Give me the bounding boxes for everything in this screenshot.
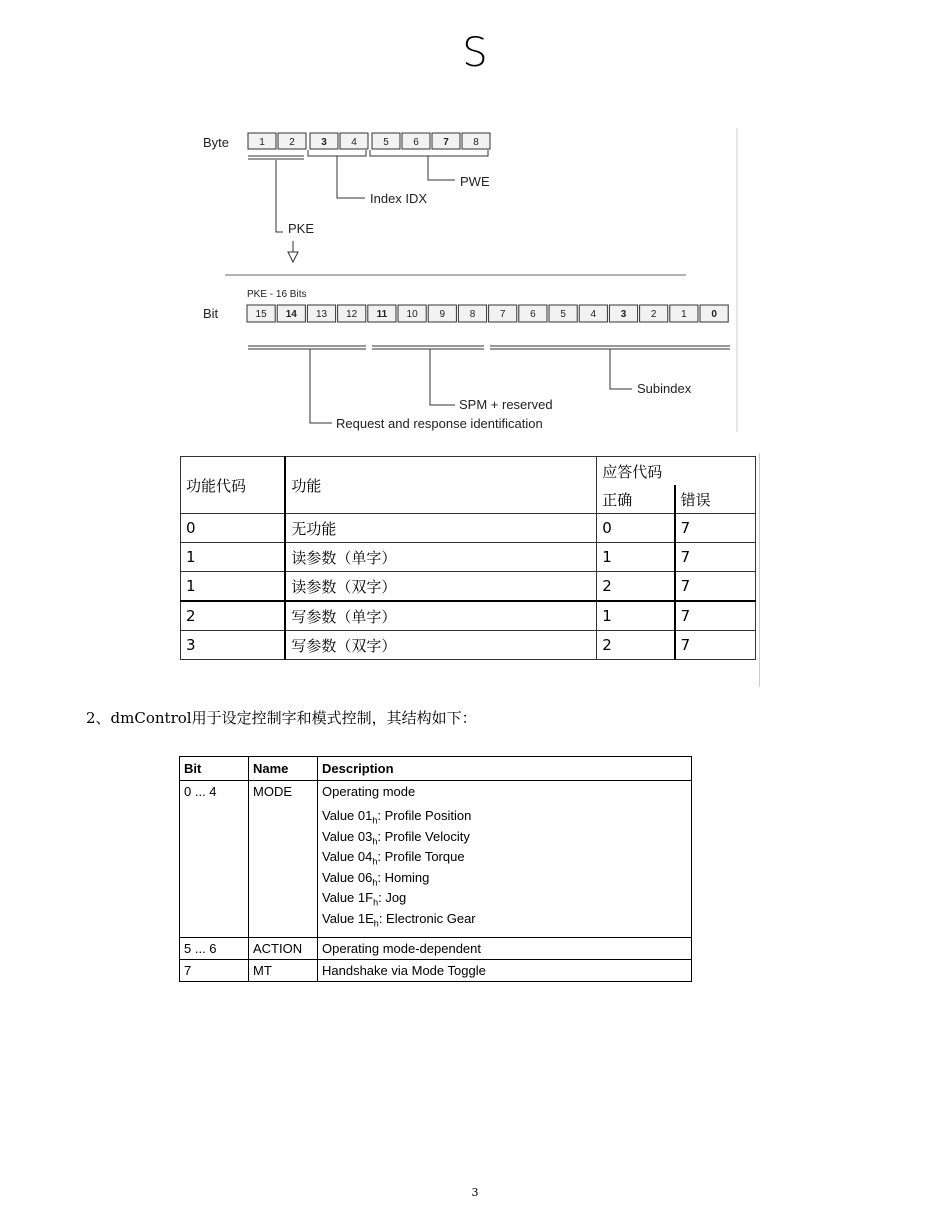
row-function: 写参数（双字）: [285, 631, 596, 660]
row-function: 读参数（单字）: [285, 543, 596, 572]
header-err: 错误: [675, 485, 756, 514]
mode-value-item: Value $04_h$: Profile Torque: [322, 849, 465, 867]
bit-cells: [247, 305, 728, 322]
mode-value-item: Value $01_h$: Profile Position: [322, 808, 472, 826]
byte-cell-label: 1: [259, 137, 265, 148]
row-code: 1: [181, 572, 286, 602]
spm-label: SPM + reserved: [459, 397, 553, 412]
byte-cell-label: 3: [321, 137, 327, 148]
bit-cell-label: 7: [499, 309, 506, 320]
pke-label: PKE: [288, 221, 315, 236]
row-code: 3: [181, 631, 286, 660]
mode-value-list: [322, 808, 687, 934]
row-bit: 0 ... 4: [180, 781, 249, 938]
row-ok: 2: [597, 631, 675, 660]
bit-cell-label: 4: [590, 309, 597, 320]
row-description: Operating mode-dependent: [318, 937, 692, 959]
header-letter: S: [462, 30, 488, 76]
header-ok: 正确: [597, 485, 675, 514]
bit-cell-label: 11: [376, 309, 388, 320]
row-name: ACTION: [249, 937, 318, 959]
row-err: 7: [675, 514, 756, 543]
mode-value-item: Value $06_h$: Homing: [322, 869, 430, 888]
index-idx-label: Index IDX: [370, 191, 428, 206]
header-function-code: 功能代码: [181, 457, 286, 514]
row-ok: 1: [597, 543, 675, 572]
byte-cell-label: 8: [473, 137, 479, 148]
table-row: [180, 937, 692, 959]
row-name: MODE: [249, 781, 318, 938]
bit-cell-label: 14: [285, 309, 297, 320]
byte-cell-label: 4: [351, 137, 357, 148]
bit-cell-label: 5: [560, 309, 566, 320]
pke-structure-diagram: [0, 0, 950, 440]
row-ok: 0: [597, 514, 675, 543]
bit-cell-label: 3: [620, 309, 627, 320]
bits-table-header: [180, 757, 692, 781]
mode-value-item: Value $03_h$: Profile Velocity: [322, 828, 470, 847]
request-response-label: Request and response identification: [336, 416, 543, 431]
bit-cell-label: 10: [406, 309, 418, 320]
bit-cell-label: 6: [530, 309, 536, 320]
table-edge-line: [759, 453, 760, 687]
byte-cell-label: 6: [413, 137, 419, 148]
byte-cell-label: 5: [383, 137, 389, 148]
byte-cell-label: 2: [289, 137, 295, 148]
header-name: Name: [249, 757, 318, 781]
bit-cell-label: 13: [315, 309, 328, 320]
bit-cell-label: 2: [650, 309, 657, 320]
row-err: 7: [675, 601, 756, 631]
table-row: [181, 514, 756, 543]
pke-16-bits-label: PKE - 16 Bits: [247, 289, 307, 300]
bit-cell-label: 12: [346, 309, 358, 320]
function-table-header: [181, 457, 756, 486]
subindex-label: Subindex: [637, 381, 692, 396]
header-function: 功能: [285, 457, 596, 514]
row-bit: 7: [180, 959, 249, 981]
row-name: MT: [249, 959, 318, 981]
row-bit: 5 ... 6: [180, 937, 249, 959]
table-row: [180, 781, 692, 938]
row-ok: 1: [597, 601, 675, 631]
header-description: Description: [318, 757, 692, 781]
table-row: [181, 543, 756, 572]
header-bit: Bit: [180, 757, 249, 781]
table-row: [181, 631, 756, 660]
bit-cell-label: 8: [469, 309, 476, 320]
row-description: Handshake via Mode Toggle: [318, 959, 692, 981]
byte-cell-label: 7: [443, 137, 449, 148]
row-function: 读参数（双字）: [285, 572, 596, 602]
mode-value-item: Value $1E_h$: Electronic Gear: [322, 910, 476, 929]
function-code-table: [180, 456, 756, 660]
table-row: [181, 572, 756, 602]
header-response-code: 应答代码: [597, 457, 756, 486]
bit-label: Bit: [203, 306, 219, 321]
row-err: 7: [675, 631, 756, 660]
mode-description: Operating mode: [322, 784, 416, 799]
pwe-label: PWE: [460, 174, 490, 189]
byte-label: Byte: [203, 135, 230, 150]
bit-cell-label: 1: [681, 309, 687, 320]
bit-cell-label: 9: [439, 309, 446, 320]
bit-cell-label: 15: [255, 309, 267, 320]
row-code: 1: [181, 543, 286, 572]
page-number: 3: [471, 1186, 479, 1199]
table-row: [180, 959, 692, 981]
row-function: 写参数（单字）: [285, 601, 596, 631]
table-row: [181, 601, 756, 631]
row-err: 7: [675, 543, 756, 572]
row-function: 无功能: [285, 514, 596, 543]
bit-cell-label: 0: [711, 309, 717, 320]
row-code: 0: [181, 514, 286, 543]
byte-cells: [248, 133, 490, 149]
dmcontrol-paragraph: 2、dmControl用于设定控制字和模式控制，其结构如下：: [86, 709, 477, 727]
row-description: [318, 781, 692, 938]
row-ok: 2: [597, 572, 675, 602]
mode-value-item: Value $1F_h$: Jog: [322, 890, 407, 908]
row-code: 2: [181, 601, 286, 631]
dmcontrol-bits-table: [179, 756, 692, 982]
row-err: 7: [675, 572, 756, 602]
